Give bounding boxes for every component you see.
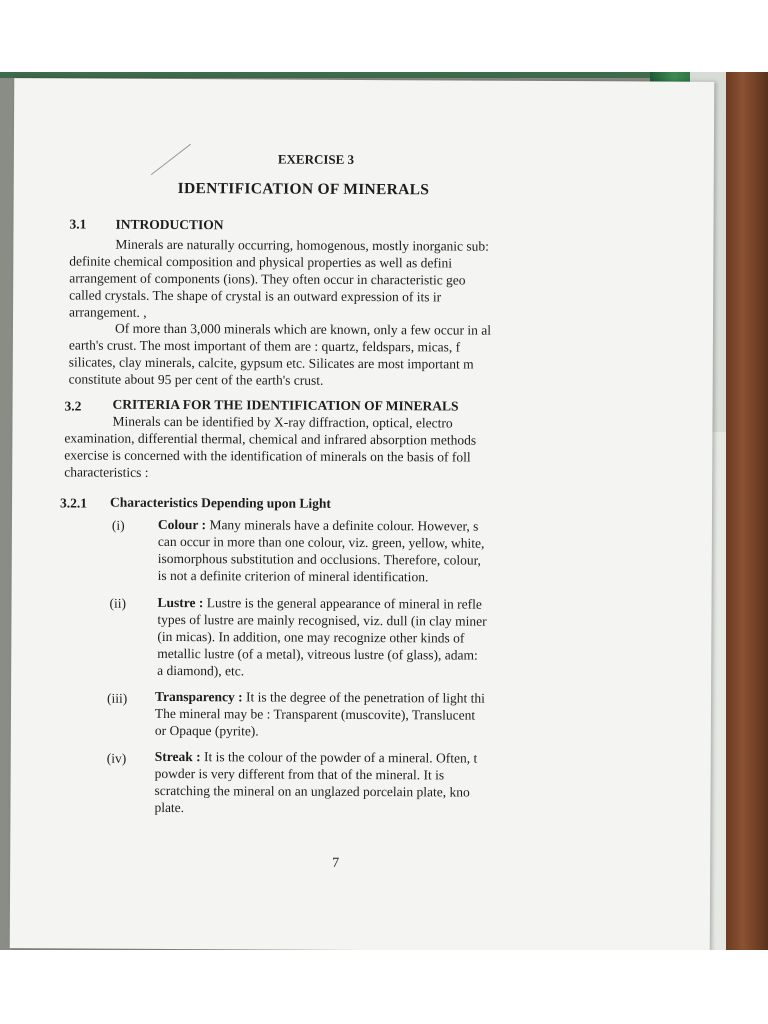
- wooden-surface: [726, 72, 768, 950]
- text-line: It is the colour of the powder of a mineral. Often, t: [203, 749, 478, 766]
- text-line: exercise is concerned with the identification of minerals on the basis of foll: [64, 447, 471, 465]
- text-line: metallic lustre (of a metal), vitreous lustre (of glass), adam:: [157, 645, 478, 663]
- item-term: Transparency :: [155, 688, 243, 705]
- text-line: It is the degree of the penetration of light thi: [246, 689, 485, 706]
- text-line: (in micas). In addition, one may recognize other kinds of: [157, 628, 465, 646]
- subsection-number: 3.2.1: [60, 495, 88, 511]
- text-line: definite chemical composition and physical properties as well as defini: [69, 253, 453, 271]
- section-heading: INTRODUCTION: [115, 216, 224, 233]
- text-line: can occur in more than one colour, viz. green, yellow, white,: [157, 533, 485, 551]
- page-number: 7: [332, 855, 340, 871]
- text-line: a diamond), etc.: [157, 662, 245, 679]
- text-line: characteristics :: [64, 464, 149, 480]
- text-line: Of more than 3,000 minerals which are known, only a few occur in al: [114, 320, 492, 338]
- item-term: Colour :: [157, 516, 207, 533]
- section-number: 3.1: [69, 216, 87, 232]
- text-line: is not a definite criterion of mineral identification.: [157, 567, 429, 585]
- text-line: arrangement. ,: [69, 304, 147, 320]
- text-line: powder is very different from that of the mineral. It is: [154, 765, 445, 783]
- section-number: 3.2: [64, 398, 82, 414]
- text-line: constitute about 95 per cent of the earth's crust.: [68, 371, 324, 388]
- item-number: (iii): [106, 690, 128, 706]
- text-line: Many minerals have a definite colour. However, s: [209, 517, 479, 534]
- item-term: Lustre :: [157, 594, 204, 611]
- page-title: IDENTIFICATION OF MINERALS: [177, 180, 430, 199]
- text-line: arrangement of components (ions). They often occur in characteristic geo: [69, 270, 466, 288]
- text-line: types of lustre are mainly recognised, viz. dull (in clay miner: [157, 611, 487, 629]
- photo-background: [0, 72, 768, 950]
- subsection-heading: Characteristics Depending upon Light: [110, 494, 332, 511]
- pencil-tick-mark: [151, 144, 191, 175]
- document-page: [10, 78, 715, 950]
- text-line: Minerals are naturally occurring, homogenous, mostly inorganic sub:: [115, 236, 489, 254]
- text-line: silicates, clay minerals, calcite, gypsum etc. Silicates are most important m: [68, 354, 474, 372]
- text-line: examination, differential thermal, chemical and infrared absorption methods: [64, 430, 477, 448]
- text-line: scratching the mineral on an unglazed porcelain plate, kno: [154, 782, 470, 800]
- section-heading: CRITERIA FOR THE IDENTIFICATION OF MINERALS: [112, 396, 459, 414]
- text-line: called crystals. The shape of crystal is an outward expression of its ir: [69, 287, 442, 305]
- text-line: isomorphous substitution and occlusions. Therefore, colour,: [157, 550, 481, 568]
- text-line: Lustre is the general appearance of mineral in refle: [206, 595, 482, 612]
- item-number: (i): [111, 517, 125, 533]
- item-term: Streak :: [154, 748, 201, 765]
- exercise-label: EXERCISE 3: [277, 151, 355, 167]
- text-line: or Opaque (pyrite).: [154, 722, 259, 739]
- item-number: (iv): [106, 750, 127, 766]
- text-line: Minerals can be identified by X-ray diffraction, optical, electro: [112, 413, 453, 431]
- item-number: (ii): [109, 595, 127, 611]
- text-line: The mineral may be : Transparent (muscovite), Translucent: [154, 705, 476, 723]
- text-line: plate.: [154, 799, 185, 816]
- text-line: earth's crust. The most important of them are : quartz, feldspars, micas, f: [68, 337, 461, 355]
